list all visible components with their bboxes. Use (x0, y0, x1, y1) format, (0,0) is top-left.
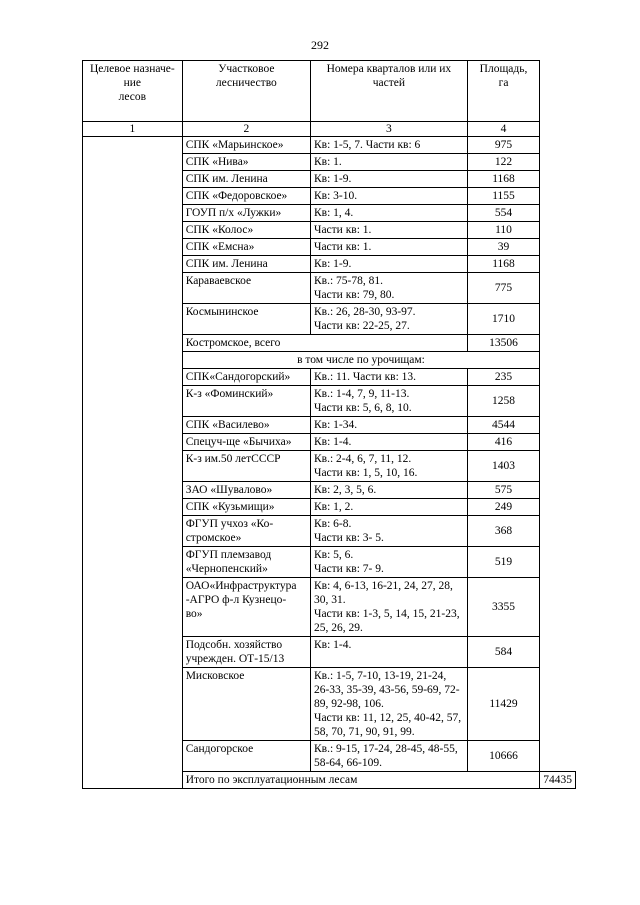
col-index-1: 1 (83, 122, 183, 137)
forestry-name: Космынинское (182, 304, 310, 335)
kostroma-total-area: 13506 (467, 335, 539, 352)
col-index-2: 2 (182, 122, 310, 137)
area-value: 4544 (467, 417, 539, 434)
col-index-4: 4 (467, 122, 539, 137)
forestry-name: ЗАО «Шувалово» (182, 482, 310, 499)
header-forestry: Участковое лесничество (182, 61, 310, 122)
quarter-numbers: Кв: 1, 2. (310, 499, 467, 516)
quarter-numbers: Кв: 2, 3, 5, 6. (310, 482, 467, 499)
quarter-numbers: Кв: 1. (310, 154, 467, 171)
kostroma-total-label: Костромское, всего (182, 335, 467, 352)
forestry-name: СПК «Федоровское» (182, 188, 310, 205)
area-value: 368 (467, 516, 539, 547)
quarter-numbers: Кв: 1-4. (310, 434, 467, 451)
area-value: 1258 (467, 386, 539, 417)
forestry-name: СПК «Василево» (182, 417, 310, 434)
area-value: 1168 (467, 256, 539, 273)
forestry-name: Спецуч-ще «Бычиха» (182, 434, 310, 451)
quarter-numbers: Кв: 4, 6-13, 16-21, 24, 27, 28, 30, 31. Части кв: 1-3, 5, 14, 15, 21-23, 25, 26, 29. (310, 578, 467, 637)
area-value: 584 (467, 637, 539, 668)
forestry-name: ФГУП племзавод «Чернопенский» (182, 547, 310, 578)
area-value: 554 (467, 205, 539, 222)
column-index-row (83, 122, 576, 137)
area-value: 1710 (467, 304, 539, 335)
area-value: 10666 (467, 741, 539, 772)
quarter-numbers: Кв: 1-34. (310, 417, 467, 434)
quarter-numbers: Кв: 6-8. Части кв: 3- 5. (310, 516, 467, 547)
header-quarters: Номера кварталов или их частей (310, 61, 467, 122)
quarter-numbers: Кв: 1, 4. (310, 205, 467, 222)
area-value: 519 (467, 547, 539, 578)
area-value: 235 (467, 369, 539, 386)
quarter-numbers: Части кв: 1. (310, 239, 467, 256)
forestry-name: Караваевское (182, 273, 310, 304)
area-value: 249 (467, 499, 539, 516)
forestry-name: СПК «Нива» (182, 154, 310, 171)
header-area: Площадь, га (467, 61, 539, 122)
quarter-numbers: Кв: 1-9. (310, 256, 467, 273)
area-value: 39 (467, 239, 539, 256)
quarter-numbers: Кв.: 75-78, 81. Части кв: 79, 80. (310, 273, 467, 304)
forestry-name: СПК «Колос» (182, 222, 310, 239)
forest-quarters-table (82, 60, 576, 789)
forestry-name: СПК «Марьинское» (182, 137, 310, 154)
quarter-numbers: Кв.: 26, 28-30, 93-97. Части кв: 22-25, 27. (310, 304, 467, 335)
area-value: 775 (467, 273, 539, 304)
area-value: 416 (467, 434, 539, 451)
quarter-numbers: Кв.: 1-4, 7, 9, 11-13. Части кв: 5, 6, 8, 10. (310, 386, 467, 417)
area-value: 1168 (467, 171, 539, 188)
forestry-name: СПК им. Ленина (182, 256, 310, 273)
forestry-name: СПК «Кузьмищи» (182, 499, 310, 516)
forestry-name: Сандогорское (182, 741, 310, 772)
quarter-numbers: Кв: 1-9. (310, 171, 467, 188)
grand-total-label: Итого по эксплуатационным лесам (182, 772, 540, 789)
area-value: 110 (467, 222, 539, 239)
quarter-numbers: Кв: 1-5, 7. Части кв: 6 (310, 137, 467, 154)
forestry-name: ФГУП учхоз «Ко- стромское» (182, 516, 310, 547)
area-value: 1403 (467, 451, 539, 482)
quarter-numbers: Кв.: 2-4, 6, 7, 11, 12. Части кв: 1, 5, 10, 16. (310, 451, 467, 482)
area-value: 11429 (467, 668, 539, 741)
forestry-name: К-з «Фоминский» (182, 386, 310, 417)
quarter-numbers: Кв.: 1-5, 7-10, 13-19, 21-24, 26-33, 35-39, 43-56, 59-69, 72- 89, 92-98, 106. Части кв: 11, 12, 25, 40-42, 57, 58, 70, 71, 90, 91, 99. (310, 668, 467, 741)
area-value: 3355 (467, 578, 539, 637)
header-row (83, 61, 576, 122)
area-value: 975 (467, 137, 539, 154)
col-index-3: 3 (310, 122, 467, 137)
forestry-name: СПК «Емсна» (182, 239, 310, 256)
quarter-numbers: Части кв: 1. (310, 222, 467, 239)
forestry-name: СПК им. Ленина (182, 171, 310, 188)
quarter-numbers: Кв.: 9-15, 17-24, 28-45, 48-55, 58-64, 66-109. (310, 741, 467, 772)
forestry-name: ОАО«Инфраструктура -АГРО ф-л Кузнецо- во» (182, 578, 310, 637)
forestry-name: Подсобн. хозяйство учрежден. ОТ-15/13 (182, 637, 310, 668)
subheader-text: в том числе по урочищам: (182, 352, 540, 369)
forestry-name: ГОУП п/х «Лужки» (182, 205, 310, 222)
page-number: 292 (311, 38, 329, 52)
area-value: 575 (467, 482, 539, 499)
quarter-numbers: Кв: 1-4. (310, 637, 467, 668)
quarter-numbers: Кв.: 11. Части кв: 13. (310, 369, 467, 386)
purpose-cell (83, 137, 183, 789)
quarter-numbers: Кв: 3-10. (310, 188, 467, 205)
header-purpose: Целевое назначе- ние лесов (83, 61, 183, 122)
quarter-numbers: Кв: 5, 6. Части кв: 7- 9. (310, 547, 467, 578)
forestry-name: СПК«Сандогорский» (182, 369, 310, 386)
forestry-name: К-з им.50 летСССР (182, 451, 310, 482)
area-value: 122 (467, 154, 539, 171)
grand-total-area: 74435 (540, 772, 576, 789)
area-value: 1155 (467, 188, 539, 205)
table-row (83, 137, 576, 154)
forestry-name: Мисковское (182, 668, 310, 741)
